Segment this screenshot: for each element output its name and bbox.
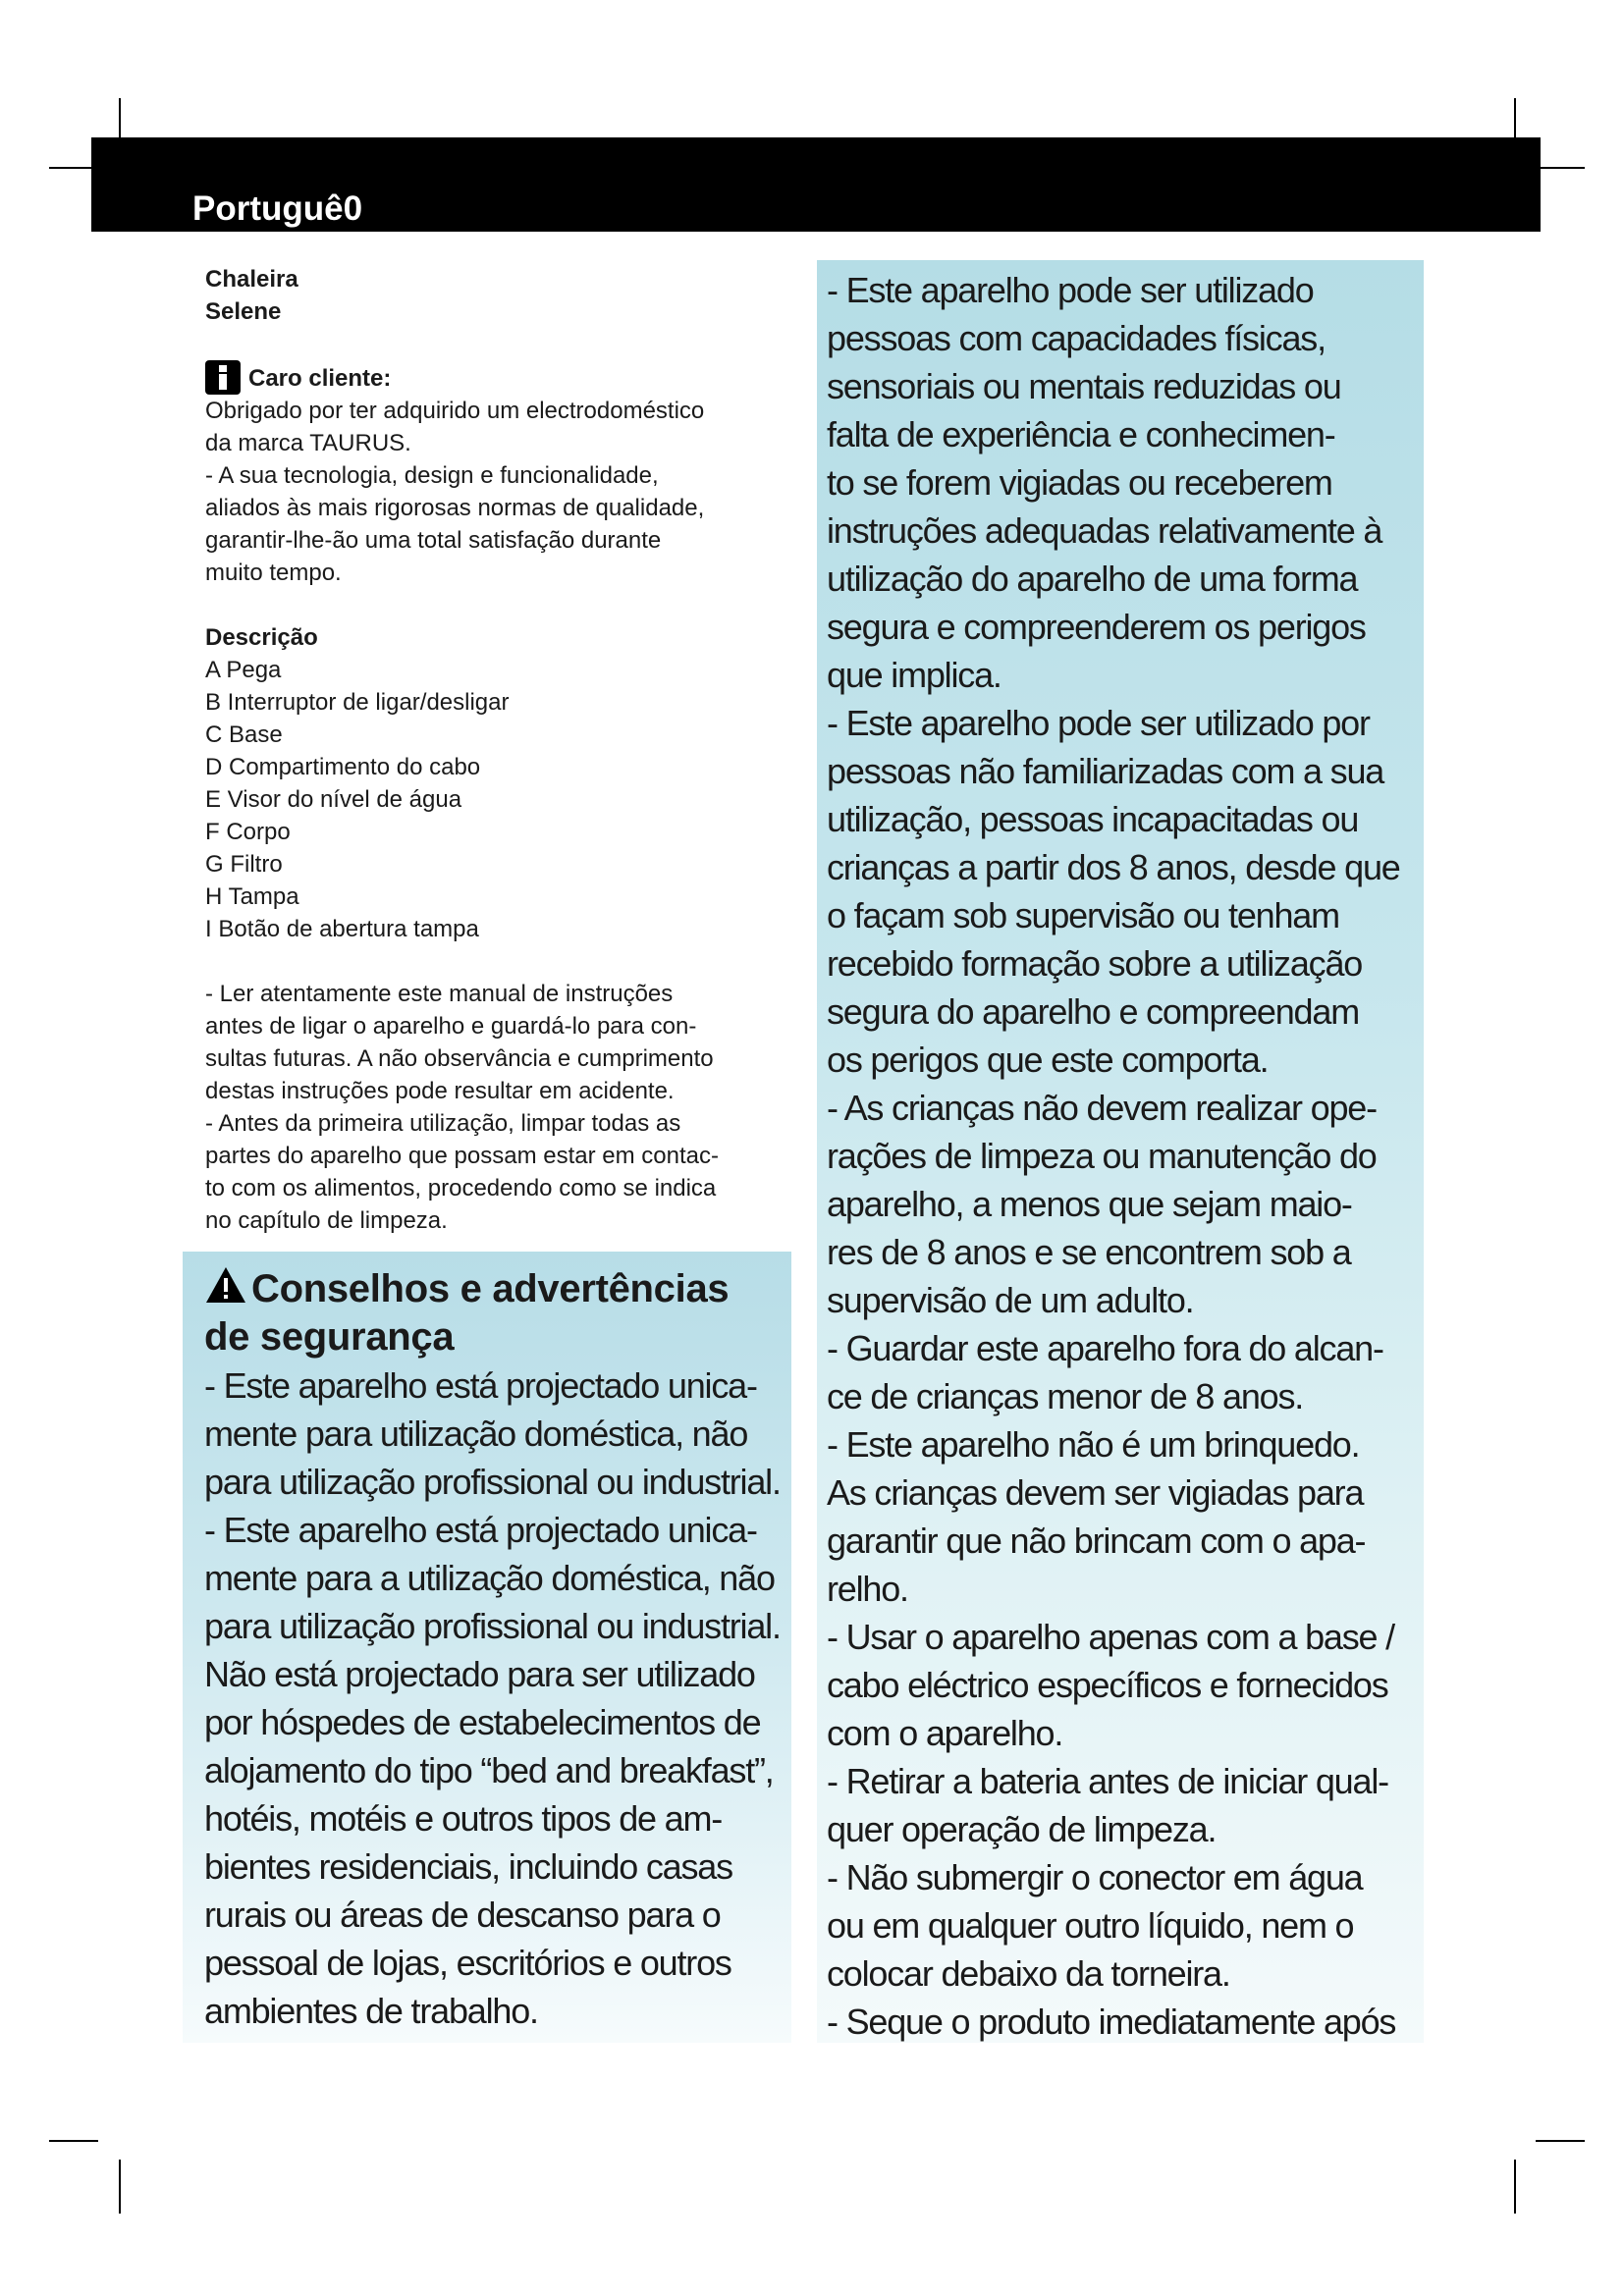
- right-line: rações de limpeza ou manutenção do: [827, 1136, 1377, 1176]
- list-item: G Filtro: [205, 851, 283, 878]
- instruction-line: - Antes da primeira utilização, limpar todas as: [205, 1110, 681, 1137]
- list-item: D Compartimento do cabo: [205, 754, 481, 780]
- safety-line: pessoal de lojas, escritórios e outros: [204, 1943, 731, 1983]
- crop-mark-bottom-right-horizontal: [1536, 2140, 1585, 2142]
- safety-line: - Este aparelho está projectado unica-: [204, 1365, 757, 1406]
- right-line: quer operação de limpeza.: [827, 1809, 1217, 1849]
- safety-line: para utilização profissional ou industrial.: [204, 1606, 781, 1646]
- safety-line: alojamento do tipo “bed and breakfast”,: [204, 1750, 774, 1790]
- safety-heading-line2: de segurança: [204, 1315, 455, 1359]
- safety-heading: [204, 1265, 813, 1313]
- right-line: segura e compreenderem os perigos: [827, 607, 1366, 647]
- intro-line: aliados às mais rigorosas normas de qualidade,: [205, 495, 705, 521]
- safety-heading-line1: Conselhos e advertências: [251, 1267, 730, 1310]
- right-line: As crianças devem ser vigiadas para: [827, 1472, 1364, 1513]
- right-line: - Retirar a bateria antes de iniciar qual-: [827, 1761, 1388, 1801]
- safety-line: hotéis, motéis e outros tipos de am-: [204, 1798, 723, 1839]
- intro-heading-row: [205, 360, 794, 395]
- left-column: [205, 263, 794, 1237]
- right-line: os perigos que este comporta.: [827, 1040, 1269, 1080]
- intro-line: garantir-lhe-ão uma total satisfação durante: [205, 527, 662, 554]
- right-line: ce de crianças menor de 8 anos.: [827, 1376, 1304, 1416]
- safety-line: para utilização profissional ou industrial.: [204, 1462, 781, 1502]
- warning-icon: [204, 1265, 247, 1305]
- right-line: - Este aparelho pode ser utilizado: [827, 270, 1314, 310]
- safety-line: bientes residenciais, incluindo casas: [204, 1846, 732, 1887]
- intro-line: da marca TAURUS.: [205, 430, 411, 456]
- instruction-line: no capítulo de limpeza.: [205, 1207, 448, 1234]
- right-line: to se forem vigiadas ou receberem: [827, 462, 1332, 503]
- intro-line: - A sua tecnologia, design e funcionalidade,: [205, 462, 659, 489]
- safety-line: ambientes de trabalho.: [204, 1991, 538, 2031]
- crop-mark-bottom-left-vertical: [119, 2160, 121, 2214]
- safety-content: [204, 1265, 813, 2035]
- instructions-text: [205, 978, 794, 1237]
- instruction-line: destas instruções pode resultar em acidente.: [205, 1078, 675, 1104]
- instruction-line: sultas futuras. A não observância e cumprimento: [205, 1045, 714, 1072]
- right-line: sensoriais ou mentais reduzidas ou: [827, 366, 1341, 406]
- description-heading: Descrição: [205, 624, 318, 651]
- instruction-line: antes de ligar o aparelho e guardá-lo para con-: [205, 1013, 697, 1040]
- right-line: - Usar o aparelho apenas com a base /: [827, 1617, 1394, 1657]
- safety-line: mente para a utilização doméstica, não: [204, 1558, 775, 1598]
- info-icon: [205, 360, 241, 395]
- instruction-line: partes do aparelho que possam estar em contac-: [205, 1143, 719, 1169]
- right-line: falta de experiência e conhecimen-: [827, 414, 1335, 454]
- right-line: cabo eléctrico específicos e fornecidos: [827, 1665, 1388, 1705]
- right-line: relho.: [827, 1569, 908, 1609]
- safety-line: Não está projectado para ser utilizado: [204, 1654, 755, 1694]
- language-header-bar: [91, 137, 1541, 232]
- list-item: C Base: [205, 721, 283, 748]
- safety-line: - Este aparelho está projectado unica-: [204, 1510, 757, 1550]
- right-line: - As crianças não devem realizar ope-: [827, 1088, 1377, 1128]
- right-line: que implica.: [827, 655, 1001, 695]
- right-line: segura do aparelho e compreendam: [827, 991, 1359, 1032]
- crop-mark-bottom-right-vertical: [1514, 2160, 1516, 2214]
- safety-line: rurais ou áreas de descanso para o: [204, 1895, 721, 1935]
- instruction-line: - Ler atentamente este manual de instruções: [205, 981, 674, 1007]
- right-line: colocar debaixo da torneira.: [827, 1953, 1230, 1994]
- right-line: aparelho, a menos que sejam maio-: [827, 1184, 1352, 1224]
- right-line: crianças a partir dos 8 anos, desde que: [827, 847, 1400, 887]
- right-line: com o aparelho.: [827, 1713, 1063, 1753]
- right-safety-panel: [817, 260, 1424, 2043]
- right-line: - Não submergir o conector em água: [827, 1857, 1363, 1897]
- right-line: pessoas não familiarizadas com a sua: [827, 751, 1384, 791]
- right-line: recebido formação sobre a utilização: [827, 943, 1363, 984]
- safety-panel: [183, 1252, 791, 2043]
- right-line: res de 8 anos e se encontrem sob a: [827, 1232, 1351, 1272]
- list-item: F Corpo: [205, 819, 291, 845]
- list-item: I Botão de abertura tampa: [205, 916, 479, 942]
- product-model: Selene: [205, 298, 282, 325]
- safety-line: por hóspedes de estabelecimentos de: [204, 1702, 761, 1742]
- right-line: - Este aparelho pode ser utilizado por: [827, 703, 1370, 743]
- intro-line: Obrigado por ter adquirido um electrodoméstico: [205, 398, 705, 424]
- right-column-content: [827, 266, 1455, 2046]
- safety-line: mente para utilização doméstica, não: [204, 1414, 748, 1454]
- description-list: [205, 654, 794, 945]
- right-line: - Este aparelho não é um brinquedo.: [827, 1424, 1360, 1465]
- right-line: utilização, pessoas incapacitadas ou: [827, 799, 1359, 839]
- list-item: H Tampa: [205, 883, 299, 910]
- instruction-line: to com os alimentos, procedendo como se indica: [205, 1175, 717, 1201]
- right-line: ou em qualquer outro líquido, nem o: [827, 1905, 1354, 1946]
- right-line: garantir que não brincam com o apa-: [827, 1521, 1366, 1561]
- right-line: supervisão de um adulto.: [827, 1280, 1194, 1320]
- right-line: - Guardar este aparelho fora do alcan-: [827, 1328, 1383, 1368]
- product-type: Chaleira: [205, 266, 298, 293]
- right-line: - Seque o produto imediatamente após: [827, 2002, 1396, 2042]
- intro-line: muito tempo.: [205, 560, 342, 586]
- list-item: A Pega: [205, 657, 282, 683]
- right-line: o façam sob supervisão ou tenham: [827, 895, 1339, 935]
- list-item: B Interruptor de ligar/desligar: [205, 689, 510, 716]
- crop-mark-top-right-horizontal: [1536, 167, 1585, 169]
- right-line: utilização do aparelho de uma forma: [827, 559, 1358, 599]
- crop-mark-bottom-left-horizontal: [49, 2140, 98, 2142]
- right-line: pessoas com capacidades físicas,: [827, 318, 1326, 358]
- intro-heading: Caro cliente:: [248, 365, 392, 392]
- intro-text: [205, 395, 794, 589]
- language-title: Portuguê0: [192, 189, 363, 228]
- list-item: E Visor do nível de água: [205, 786, 462, 813]
- right-line: instruções adequadas relativamente à: [827, 510, 1382, 551]
